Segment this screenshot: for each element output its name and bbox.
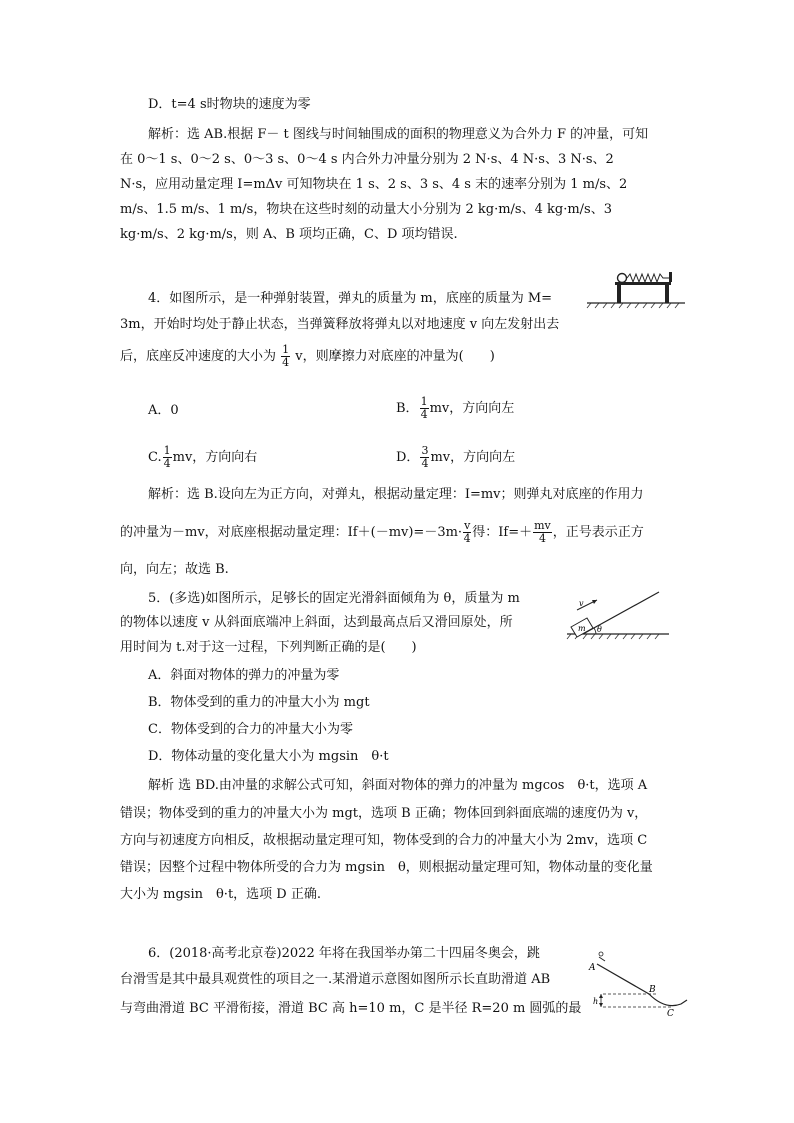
q5-option: C．物体受到的合力的冲量大小为零 (148, 722, 353, 737)
q4-stem-text: 后，底座反冲速度的大小为 (120, 349, 277, 364)
q4-option-a: A．0 (148, 403, 179, 418)
q6-label-h: h (593, 997, 599, 1006)
q3-option-d: D．t=4 s时物块的速度为零 (148, 97, 311, 112)
q4-analysis-line: 的冲量为－mv，对底座根据动量定理：If＋(－mv)=－3m· $\frac{v}{4}$ 得：If=＋ $\frac{mv}{4}$ ，正号表示正方 (120, 519, 644, 545)
q3-analysis-line: 在 0～1 s、0～2 s、0～3 s、0～4 s 内合外力冲量分别为 2 N·s、4 N·s、3 N·s、2 (120, 152, 614, 167)
q5-option: A．斜面对物体的弹力的冲量为零 (148, 668, 340, 683)
q5-stem-line: 用时间为 t.对于这一过程，下列判断正确的是( ) (120, 640, 417, 655)
q6-label-a: A (589, 963, 596, 973)
q6-ski-slope-figure (583, 948, 695, 1020)
q3-analysis-line: N·s，应用动量定理 I=mΔv 可知物块在 1 s、2 s、3 s、4 s 末的速率分别为 1 m/s、2 (120, 177, 628, 192)
q4-option-d: D． $\frac{3}{4}$ mv，方向向左 (396, 444, 516, 470)
q5-analysis-line: 大小为 mgsin θ·t，选项 D 正确. (120, 887, 321, 902)
q6-stem-line: 台滑雪是其中最具观赏性的项目之一.某滑道示意图如图所示长直助滑道 AB (120, 972, 551, 987)
q4-option-c: C. $\frac{1}{4}$ mv，方向向右 (148, 444, 258, 470)
q5-analysis-line: 错误；物体受到的重力的冲量大小为 mgt，选项 B 正确；物体回到斜面底端的速度仍为 v， (120, 806, 648, 821)
q4-stem-line: 4．如图所示，是一种弹射装置，弹丸的质量为 m，底座的质量为 M= (148, 291, 553, 306)
q5-label-v: v (579, 599, 584, 608)
q6-label-b: B (649, 985, 656, 995)
q5-analysis-line: 解析 选 BD.由冲量的求解公式可知，斜面对物体的弹力的冲量为 mgcos θ·t，选项 A (148, 778, 648, 793)
q5-stem-line: 5．(多选)如图所示，足够长的固定光滑斜面倾角为 θ，质量为 m (148, 591, 520, 606)
q5-stem-line: 的物体以速度 v 从斜面底端冲上斜面，达到最高点后又滑回原处，所 (120, 615, 513, 630)
q5-option: D．物体动量的变化量大小为 mgsin θ·t (148, 749, 389, 764)
q5-label-theta: θ (597, 625, 602, 634)
q5-analysis-line: 方向与初速度方向相反，故根据动量定理可知，物体受到的合力的冲量大小为 2mv，选项 C (120, 833, 648, 848)
q6-label-c: C (667, 1009, 674, 1019)
q6-stem-line: 与弯曲滑道 BC 平滑衔接，滑道 BC 高 h=10 m，C 是半径 R=20 m 圆弧的最 (120, 1001, 582, 1016)
q4-analysis-line: 解析：选 B.设向左为正方向，对弹丸，根据动量定理：I=mv；则弹丸对底座的作用力 (148, 487, 644, 502)
q6-stem-line: 6．(2018·高考北京卷)2022 年将在我国举办第二十四届冬奥会，跳 (148, 946, 540, 961)
q4-stem-text: v，则摩擦力对底座的冲量为( ) (295, 349, 495, 364)
q4-launcher-figure (585, 272, 685, 326)
q4-stem-line: 3m，开始时均处于静止状态，当弹簧释放将弹丸以对地速度 v 向左发射出去 (120, 317, 560, 332)
q4-analysis-line: 向，向左；故选 B. (120, 562, 229, 577)
q4-option-b: B． $\frac{1}{4}$ mv，方向向左 (396, 395, 515, 421)
q3-analysis-line: kg·m/s、2 kg·m/s，则 A、B 项均正确，C、D 项均错误. (120, 227, 458, 242)
q5-label-m: m (578, 624, 586, 633)
q3-analysis-line: m/s、1.5 m/s、1 m/s，物块在这些时刻的动量大小分别为 2 kg·m/s、4 kg·m/s、3 (120, 202, 612, 217)
q4-fraction: $\frac{1}{4}$ (282, 343, 290, 369)
q5-incline-figure (563, 590, 673, 650)
q5-analysis-line: 错误；因整个过程中物体所受的合力为 mgsin θ，则根据动量定理可知，物体动量的变化量 (120, 860, 653, 875)
q4-stem-line (120, 344, 495, 369)
q5-option: B．物体受到的重力的冲量大小为 mgt (148, 695, 370, 710)
q3-analysis-line: 解析：选 AB.根据 F－ t 图线与时间轴围成的面积的物理意义为合外力 F 的冲量，可知 (148, 127, 649, 142)
